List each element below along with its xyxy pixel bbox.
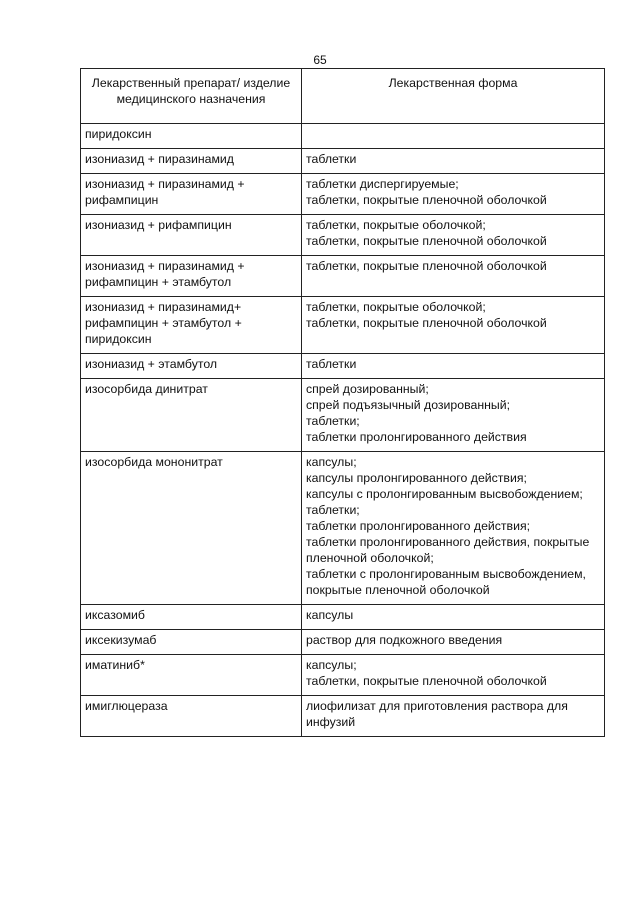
dosage-form-cell	[302, 379, 605, 452]
table-header-row	[81, 69, 605, 124]
dosage-form-line: капсулы пролонгированного действия;	[306, 471, 527, 485]
dosage-form-line: таблетки	[306, 357, 357, 371]
table-row	[81, 354, 605, 379]
drug-name-cell: иксекизумаб	[81, 630, 302, 655]
table-row	[81, 630, 605, 655]
column-header-form: Лекарственная форма	[302, 69, 605, 124]
dosage-form-line: таблетки с пролонгированным высвобождением, покрытые пленочной оболочкой	[306, 567, 586, 597]
table-body	[81, 124, 605, 737]
dosage-form-line: таблетки;	[306, 414, 360, 428]
dosage-form-line: лиофилизат для приготовления раствора для инфузий	[306, 699, 568, 729]
dosage-form-line: капсулы;	[306, 455, 357, 469]
drug-name-cell: изониазид + этамбутол	[81, 354, 302, 379]
drug-name-cell: изониазид + пиразинамид	[81, 149, 302, 174]
dosage-form-cell	[302, 124, 605, 149]
drug-name-cell: имиглюцераза	[81, 696, 302, 737]
drug-name-cell: изониазид + пиразинамид + рифампицин + этамбутол	[81, 256, 302, 297]
table-row	[81, 297, 605, 354]
dosage-form-cell	[302, 149, 605, 174]
drug-name-cell: иксазомиб	[81, 605, 302, 630]
table-row	[81, 256, 605, 297]
dosage-form-cell	[302, 174, 605, 215]
dosage-form-cell	[302, 696, 605, 737]
drug-name-cell: изониазид + рифампицин	[81, 215, 302, 256]
dosage-form-line: таблетки, покрытые пленочной оболочкой	[306, 259, 547, 273]
table-row	[81, 605, 605, 630]
dosage-form-line: таблетки, покрытые оболочкой;	[306, 218, 486, 232]
dosage-form-cell	[302, 256, 605, 297]
dosage-form-line: капсулы с пролонгированным высвобождением;	[306, 487, 583, 501]
drug-name-cell: пиридоксин	[81, 124, 302, 149]
table-row	[81, 655, 605, 696]
dosage-form-cell	[302, 655, 605, 696]
dosage-form-cell	[302, 297, 605, 354]
drug-name-cell: иматиниб*	[81, 655, 302, 696]
dosage-form-line: таблетки, покрытые пленочной оболочкой	[306, 316, 547, 330]
dosage-form-line: капсулы;	[306, 658, 357, 672]
page-number: 65	[313, 53, 327, 67]
drug-name-cell: изониазид + пиразинамид + рифампицин	[81, 174, 302, 215]
table-row	[81, 174, 605, 215]
drug-name-cell: изосорбида мононитрат	[81, 452, 302, 605]
column-header-drug: Лекарственный препарат/ изделие медицинского назначения	[81, 69, 302, 124]
drug-name-cell: изосорбида динитрат	[81, 379, 302, 452]
dosage-form-line: таблетки, покрытые пленочной оболочкой	[306, 674, 547, 688]
dosage-form-line: таблетки, покрытые пленочной оболочкой	[306, 234, 547, 248]
dosage-form-line: таблетки пролонгированного действия;	[306, 519, 531, 533]
table-row	[81, 379, 605, 452]
table-row	[81, 215, 605, 256]
dosage-form-cell	[302, 452, 605, 605]
dosage-form-line: капсулы	[306, 608, 354, 622]
dosage-form-line: таблетки, покрытые пленочной оболочкой	[306, 193, 547, 207]
drug-table	[80, 68, 605, 737]
dosage-form-line: таблетки;	[306, 503, 360, 517]
dosage-form-line: таблетки, покрытые оболочкой;	[306, 300, 486, 314]
dosage-form-cell	[302, 605, 605, 630]
dosage-form-line: таблетки	[306, 152, 357, 166]
table-row	[81, 452, 605, 605]
dosage-form-line: спрей дозированный;	[306, 382, 429, 396]
dosage-form-line: спрей подъязычный дозированный;	[306, 398, 511, 412]
drug-name-cell: изониазид + пиразинамид+ рифампицин + этамбутол + пиридоксин	[81, 297, 302, 354]
table-row	[81, 149, 605, 174]
dosage-form-cell	[302, 630, 605, 655]
dosage-form-cell	[302, 354, 605, 379]
dosage-form-line: раствор для подкожного введения	[306, 633, 503, 647]
table-row	[81, 124, 605, 149]
dosage-form-cell	[302, 215, 605, 256]
dosage-form-line: таблетки пролонгированного действия, покрытые пленочной оболочкой;	[306, 535, 590, 565]
dosage-form-line: таблетки пролонгированного действия	[306, 430, 527, 444]
dosage-form-line: таблетки диспергируемые;	[306, 177, 459, 191]
table-row	[81, 696, 605, 737]
